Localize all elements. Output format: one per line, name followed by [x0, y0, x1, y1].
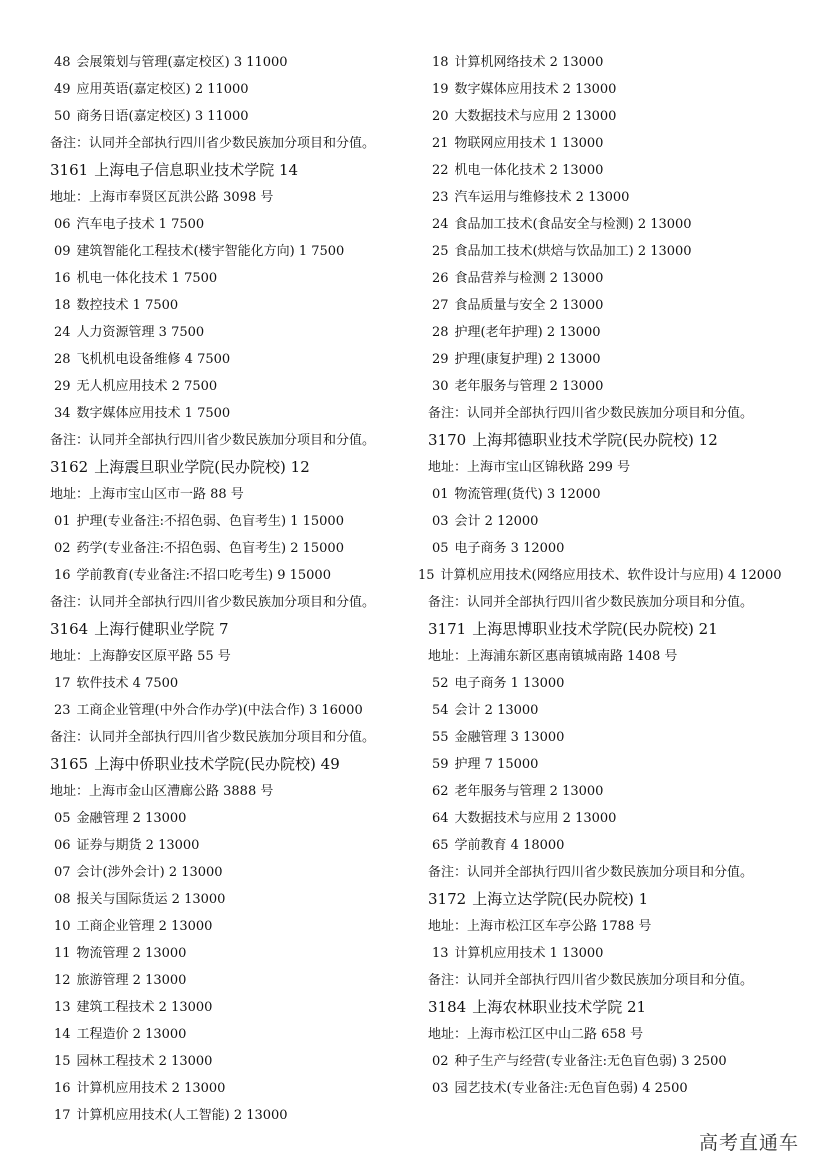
major-text: 数字媒体应用技术 2 13000 — [454, 82, 617, 97]
major-entry — [428, 184, 798, 211]
major-text: 药学(专业备注:不招色弱、色盲考生) 2 15000 — [76, 541, 344, 556]
major-code: 29 — [432, 352, 449, 367]
major-code: 23 — [54, 703, 71, 718]
school-code: 3162 — [50, 458, 89, 476]
right-column — [418, 49, 798, 1102]
major-entry — [428, 940, 798, 967]
major-code: 30 — [432, 379, 449, 394]
major-entry — [428, 724, 798, 751]
major-text: 软件技术 4 7500 — [76, 676, 179, 691]
major-text: 食品加工技术(食品安全与检测) 2 13000 — [454, 217, 692, 232]
major-text: 学前教育(专业备注:不招口吃考生) 9 15000 — [76, 568, 331, 583]
school-name: 上海农林职业技术学院 21 — [472, 998, 647, 1016]
school-code: 3170 — [428, 431, 467, 449]
major-code: 24 — [54, 325, 71, 340]
major-entry — [50, 49, 418, 76]
school-address: 地址：上海静安区原平路 55 号 — [50, 649, 231, 664]
major-entry — [428, 292, 798, 319]
major-entry — [428, 508, 798, 535]
major-code: 15 — [54, 1054, 71, 1069]
major-code: 12 — [54, 973, 71, 988]
major-entry-body — [418, 567, 782, 584]
major-text: 汽车电子技术 1 7500 — [76, 217, 205, 232]
major-text: 人力资源管理 3 7500 — [76, 325, 205, 340]
major-code: 50 — [54, 109, 71, 124]
major-text: 护理(康复护理) 2 13000 — [454, 352, 601, 367]
major-text: 数字媒体应用技术 1 7500 — [76, 406, 231, 421]
major-text: 应用英语(嘉定校区) 2 11000 — [76, 82, 249, 97]
major-entry — [428, 346, 798, 373]
major-entry — [428, 103, 798, 130]
major-code: 02 — [54, 541, 71, 556]
school-name: 上海立达学院(民办院校) 1 — [472, 890, 649, 908]
major-entry — [428, 265, 798, 292]
school-code: 3184 — [428, 998, 467, 1016]
school-address: 地址：上海市金山区漕廊公路 3888 号 — [50, 784, 274, 799]
school-heading — [428, 994, 798, 1021]
major-code: 01 — [54, 514, 71, 529]
major-code: 65 — [432, 838, 449, 853]
major-code: 18 — [432, 55, 449, 70]
major-entry — [428, 751, 798, 778]
remark-note: 备注：认同并全部执行四川省少数民族加分项目和分值。 — [428, 595, 754, 610]
major-code: 02 — [432, 1054, 449, 1069]
school-heading — [50, 454, 418, 481]
major-entry — [50, 211, 418, 238]
major-code: 62 — [432, 784, 449, 799]
major-entry — [428, 481, 798, 508]
major-code: 25 — [432, 244, 449, 259]
major-code: 20 — [432, 109, 449, 124]
major-entry — [50, 913, 418, 940]
school-name: 上海行健职业学院 7 — [94, 620, 229, 638]
left-column — [50, 49, 418, 1129]
major-entry — [50, 319, 418, 346]
major-text: 数控技术 1 7500 — [76, 298, 179, 313]
school-name: 上海电子信息职业技术学院 14 — [94, 161, 299, 179]
major-text: 会计 2 12000 — [454, 514, 539, 529]
major-text: 园林工程技术 2 13000 — [76, 1054, 213, 1069]
major-code: 26 — [432, 271, 449, 286]
major-text: 护理(老年护理) 2 13000 — [454, 325, 601, 340]
major-text: 食品质量与安全 2 13000 — [454, 298, 604, 313]
major-entry — [50, 76, 418, 103]
remark-note: 备注：认同并全部执行四川省少数民族加分项目和分值。 — [50, 433, 376, 448]
major-entry — [50, 1048, 418, 1075]
major-entry — [428, 238, 798, 265]
major-code: 01 — [432, 487, 449, 502]
school-address: 地址：上海市宝山区锦秋路 299 号 — [428, 460, 631, 475]
school-name: 上海中侨职业技术学院(民办院校) 49 — [94, 755, 340, 773]
major-code: 03 — [432, 514, 449, 529]
major-text: 护理 7 15000 — [454, 757, 539, 772]
major-code: 05 — [432, 541, 449, 556]
major-entry — [50, 940, 418, 967]
major-entry — [50, 697, 418, 724]
major-code: 05 — [54, 811, 71, 826]
major-code: 06 — [54, 217, 71, 232]
major-entry — [50, 805, 418, 832]
major-entry — [50, 859, 418, 886]
major-entry — [428, 832, 798, 859]
school-code: 3171 — [428, 620, 467, 638]
major-text: 工商企业管理(中外合作办学)(中法合作) 3 16000 — [76, 703, 363, 718]
major-code: 22 — [432, 163, 449, 178]
major-text: 物联网应用技术 1 13000 — [454, 136, 604, 151]
major-text: 无人机应用技术 2 7500 — [76, 379, 218, 394]
major-entry — [50, 1102, 418, 1129]
major-entry — [428, 373, 798, 400]
major-entry — [428, 319, 798, 346]
remark-note: 备注：认同并全部执行四川省少数民族加分项目和分值。 — [50, 730, 376, 745]
school-code: 3164 — [50, 620, 89, 638]
school-heading — [50, 157, 418, 184]
major-code: 21 — [432, 136, 449, 151]
major-code: 49 — [54, 82, 71, 97]
major-code: 17 — [54, 1108, 71, 1123]
major-code: 18 — [54, 298, 71, 313]
major-text: 大数据技术与应用 2 13000 — [454, 811, 617, 826]
major-entry — [50, 292, 418, 319]
school-heading — [428, 427, 798, 454]
major-entry — [50, 1075, 418, 1102]
major-entry — [50, 373, 418, 400]
major-text: 汽车运用与维修技术 2 13000 — [454, 190, 630, 205]
remark-note: 备注：认同并全部执行四川省少数民族加分项目和分值。 — [50, 136, 376, 151]
major-entry — [50, 886, 418, 913]
school-address: 地址：上海浦东新区惠南镇城南路 1408 号 — [428, 649, 678, 664]
major-entry — [428, 1075, 798, 1102]
major-code: 11 — [54, 946, 71, 961]
school-heading — [428, 616, 798, 643]
major-code: 16 — [54, 568, 71, 583]
major-code: 09 — [54, 244, 71, 259]
major-text: 会计(涉外会计) 2 13000 — [76, 865, 223, 880]
major-entry — [50, 1021, 418, 1048]
major-text: 飞机机电设备维修 4 7500 — [76, 352, 231, 367]
school-name: 上海震旦职业学院(民办院校) 12 — [94, 458, 310, 476]
major-text: 金融管理 3 13000 — [454, 730, 565, 745]
major-code: 27 — [432, 298, 449, 313]
major-text: 食品营养与检测 2 13000 — [454, 271, 604, 286]
major-code: 07 — [54, 865, 71, 880]
major-code: 16 — [54, 271, 71, 286]
major-text: 机电一体化技术 1 7500 — [76, 271, 218, 286]
major-entry — [428, 670, 798, 697]
major-entry — [50, 967, 418, 994]
major-code: 34 — [54, 406, 71, 421]
major-code: 52 — [432, 676, 449, 691]
major-text: 计算机应用技术 2 13000 — [76, 1081, 226, 1096]
major-code: 48 — [54, 55, 71, 70]
major-code: 23 — [432, 190, 449, 205]
major-entry — [428, 535, 798, 562]
major-code: 54 — [432, 703, 449, 718]
major-entry — [50, 670, 418, 697]
major-text: 老年服务与管理 2 13000 — [454, 784, 604, 799]
major-code: 28 — [432, 325, 449, 340]
major-text: 电子商务 1 13000 — [454, 676, 565, 691]
major-text: 工商企业管理 2 13000 — [76, 919, 213, 934]
remark-note: 备注：认同并全部执行四川省少数民族加分项目和分值。 — [50, 595, 376, 610]
major-entry — [50, 103, 418, 130]
major-entry — [50, 346, 418, 373]
major-code: 13 — [54, 1000, 71, 1015]
major-text: 物流管理(货代) 3 12000 — [454, 487, 601, 502]
major-code: 17 — [54, 676, 71, 691]
major-text: 计算机网络技术 2 13000 — [454, 55, 604, 70]
major-text: 食品加工技术(烘焙与饮品加工) 2 13000 — [454, 244, 692, 259]
major-text: 建筑工程技术 2 13000 — [76, 1000, 213, 1015]
major-text: 旅游管理 2 13000 — [76, 973, 187, 988]
school-address: 地址：上海市松江区中山二路 658 号 — [428, 1027, 644, 1042]
school-code: 3172 — [428, 890, 467, 908]
major-text: 学前教育 4 18000 — [454, 838, 565, 853]
major-code: 28 — [54, 352, 71, 367]
school-name: 上海思博职业技术学院(民办院校) 21 — [472, 620, 718, 638]
school-heading — [50, 616, 418, 643]
major-entry — [50, 562, 418, 589]
remark-note: 备注：认同并全部执行四川省少数民族加分项目和分值。 — [428, 973, 754, 988]
major-entry — [418, 562, 798, 589]
major-code: 15 — [418, 568, 435, 583]
major-text: 计算机应用技术 1 13000 — [454, 946, 604, 961]
major-text: 报关与国际货运 2 13000 — [76, 892, 226, 907]
major-code: 06 — [54, 838, 71, 853]
major-code: 13 — [432, 946, 449, 961]
remark-note: 备注：认同并全部执行四川省少数民族加分项目和分值。 — [428, 406, 754, 421]
major-entry — [428, 157, 798, 184]
major-text: 种子生产与经营(专业备注:无色盲色弱) 3 2500 — [454, 1054, 727, 1069]
major-code: 10 — [54, 919, 71, 934]
major-entry — [50, 238, 418, 265]
school-address: 地址：上海市松江区车亭公路 1788 号 — [428, 919, 652, 934]
major-entry — [428, 211, 798, 238]
major-entry — [428, 697, 798, 724]
major-entry — [428, 49, 798, 76]
school-code: 3161 — [50, 161, 89, 179]
major-entry — [50, 508, 418, 535]
major-code: 08 — [54, 892, 71, 907]
major-code: 64 — [432, 811, 449, 826]
watermark: 高考直通车 — [698, 1132, 799, 1154]
major-text: 计算机应用技术(人工智能) 2 13000 — [76, 1108, 288, 1123]
major-text: 商务日语(嘉定校区) 3 11000 — [76, 109, 249, 124]
major-text: 电子商务 3 12000 — [454, 541, 565, 556]
major-code: 59 — [432, 757, 449, 772]
major-code: 19 — [432, 82, 449, 97]
major-text: 老年服务与管理 2 13000 — [454, 379, 604, 394]
major-text: 会展策划与管理(嘉定校区) 3 11000 — [76, 55, 288, 70]
school-address: 地址：上海市奉贤区瓦洪公路 3098 号 — [50, 190, 274, 205]
major-code: 55 — [432, 730, 449, 745]
major-text: 证券与期货 2 13000 — [76, 838, 200, 853]
major-text: 大数据技术与应用 2 13000 — [454, 109, 617, 124]
major-entry — [50, 265, 418, 292]
major-text: 物流管理 2 13000 — [76, 946, 187, 961]
major-entry — [50, 535, 418, 562]
major-entry — [428, 1048, 798, 1075]
major-code: 03 — [432, 1081, 449, 1096]
major-text: 计算机应用技术(网络应用技术、软件设计与应用) 4 12000 — [440, 568, 782, 583]
major-entry — [428, 130, 798, 157]
major-entry — [428, 805, 798, 832]
major-code: 24 — [432, 217, 449, 232]
major-code: 16 — [54, 1081, 71, 1096]
school-name: 上海邦德职业技术学院(民办院校) 12 — [472, 431, 718, 449]
major-code: 29 — [54, 379, 71, 394]
school-heading — [428, 886, 798, 913]
major-text: 护理(专业备注:不招色弱、色盲考生) 1 15000 — [76, 514, 344, 529]
school-address: 地址：上海市宝山区市一路 88 号 — [50, 487, 244, 502]
major-text: 金融管理 2 13000 — [76, 811, 187, 826]
major-text: 机电一体化技术 2 13000 — [454, 163, 604, 178]
major-entry — [428, 778, 798, 805]
major-text: 工程造价 2 13000 — [76, 1027, 187, 1042]
major-entry — [50, 832, 418, 859]
major-code: 14 — [54, 1027, 71, 1042]
school-code: 3165 — [50, 755, 89, 773]
major-entry — [428, 76, 798, 103]
major-text: 建筑智能化工程技术(楼宇智能化方向) 1 7500 — [76, 244, 345, 259]
major-text: 会计 2 13000 — [454, 703, 539, 718]
major-entry — [50, 994, 418, 1021]
major-text: 园艺技术(专业备注:无色盲色弱) 4 2500 — [454, 1081, 688, 1096]
remark-note: 备注：认同并全部执行四川省少数民族加分项目和分值。 — [428, 865, 754, 880]
major-entry — [50, 400, 418, 427]
school-heading — [50, 751, 418, 778]
